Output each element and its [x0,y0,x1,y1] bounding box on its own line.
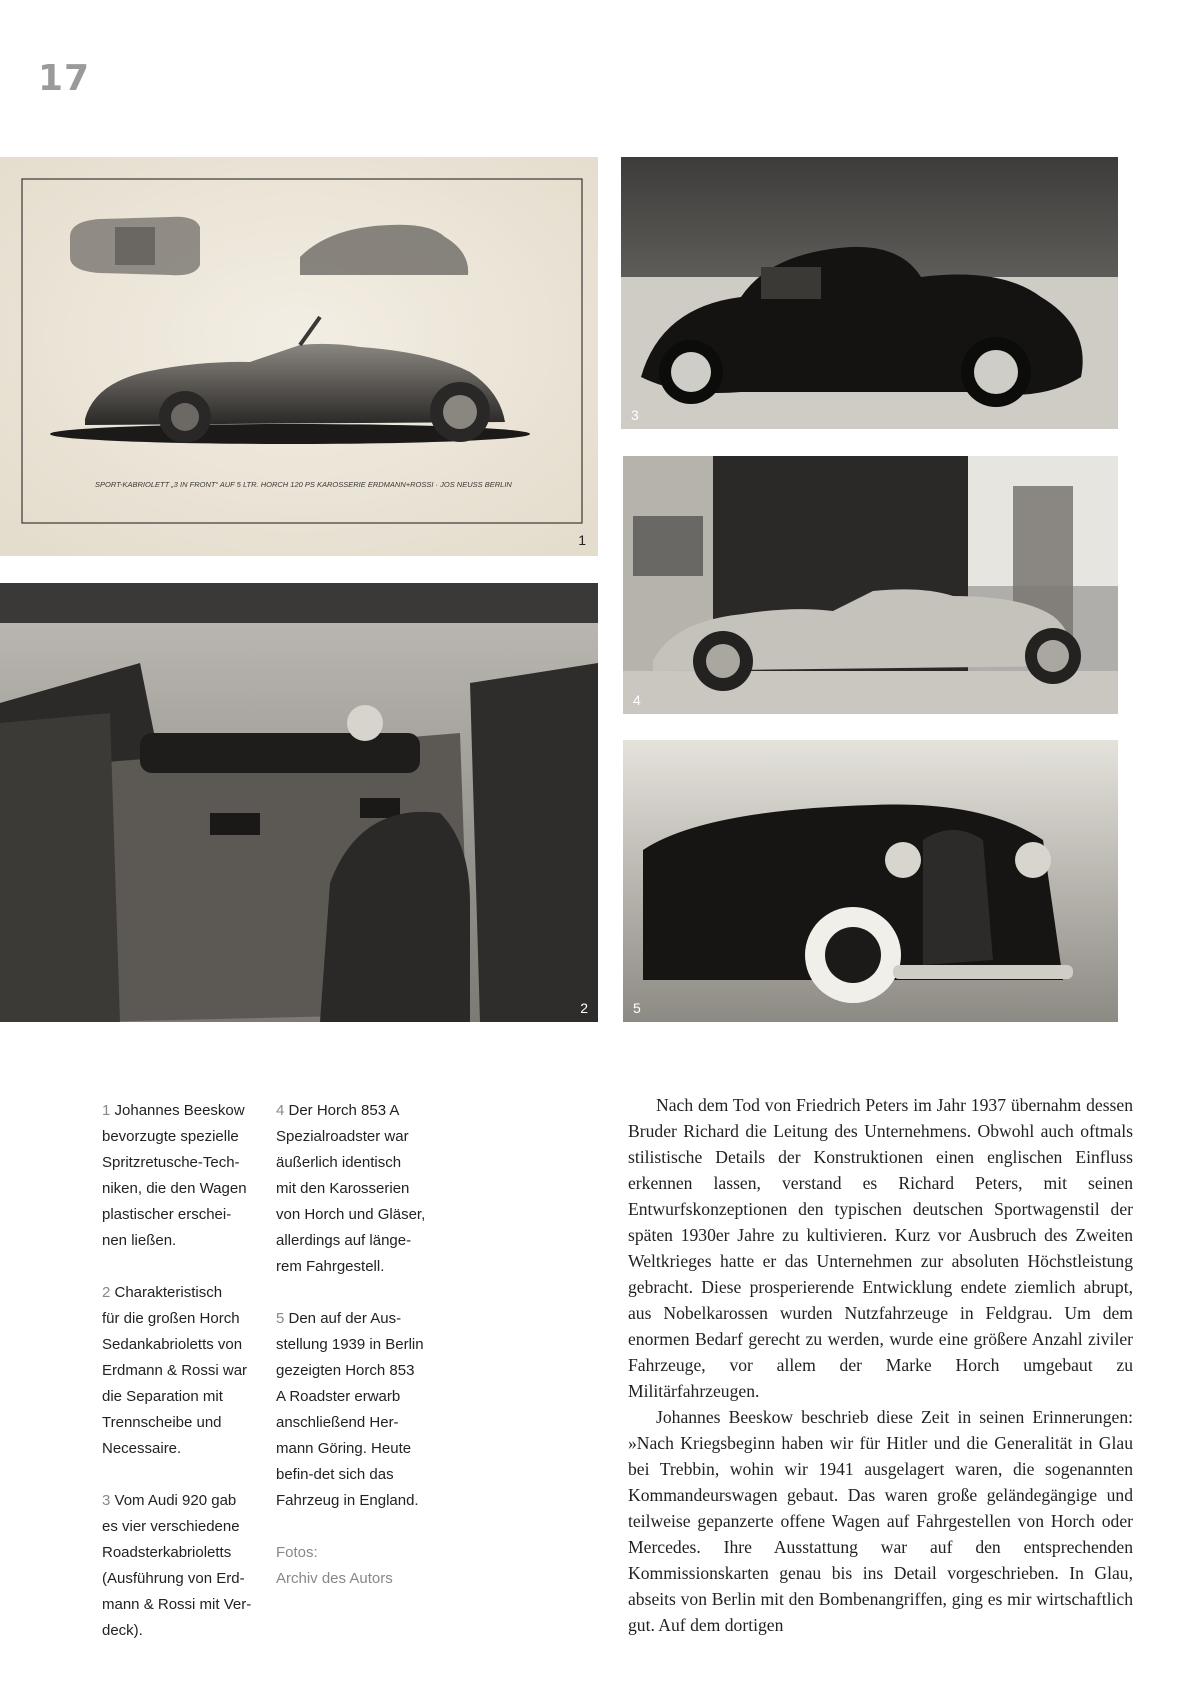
interior-photo [0,583,598,1022]
caption-text: Charakteristisch für die großen Horch Sedankabrioletts von Erdmann & Rossi war die Separation mit Trennscheibe und Necessaire. [102,1284,248,1457]
caption-text: Vom Audi 920 gab es vier verschiedene Roadsterkabrioletts (Ausführung von Erd- mann & Rossi mit Ver- deck). [102,1492,252,1639]
sketch-drawing [0,157,598,556]
page-number: 17 [38,58,91,99]
photo-label-2: 2 [580,1000,588,1016]
photo-label-3: 3 [631,407,639,423]
body-paragraph-2: Johannes Beeskow beschrieb diese Zeit in seinen Erinnerungen: »Nach Kriegsbeginn haben wir für Hitler und die Generalität in Glau bei Trebbin, wohin wir 1941 ausgelagert waren, die sogenannten Kommandeurswagen gebaut. Das waren große geländegängige und teilweise gepanzerte offene Wagen auf Fahrgestellen von Horch oder Mercedes. Ihre Ausstattung war auf den entsprechenden Kommissionskarten genau bis ins Detail vorgeschrieben. In Glau, abseits von Berlin mit den Bombenangriffen, ging es mir wirtschaftlich gut. Auf dem dortigen [628,1407,1133,1635]
photo-4-roadster-light [623,456,1118,714]
caption-text: Johannes Beeskow bevorzugte spezielle Spritzretusche-Tech- niken, die den Wagen plastischer erschei- nen ließen. [102,1102,247,1249]
photo-credits: Fotos: Archiv des Autors [276,1544,393,1587]
body-paragraph-1: Nach dem Tod von Friedrich Peters im Jahr 1937 übernahm dessen Bruder Richard die Leitung des Unternehmens. Obwohl auch oftmals stilistische Details der Konstruktionen einen englischen Einfluss erkennen lassen, verstand es Richard Peters, mit seinen Entwurfskonzeptionen den typischen deutschen Sportwagenstil der späten 1930er Jahre zu kultivieren. Kurz vor Ausbruch des Zweiten Weltkrieges hatte er das Unternehmen zur absoluten Höchstleistung gebracht. Diese prosperierende Entwicklung endete ziemlich abrupt, aus Nobelkarossen wurden Nutzfahrzeuge in Feldgrau. Um dem enormen Bedarf gerecht zu werden, wurde eine größere Anzahl ziviler Fahrzeuge, vor allem der Marke Horch umgebaut zu Militärfahrzeugen. [628,1095,1133,1401]
sketch-caption: SPORT-KABRIOLETT „3 IN FRONT“ AUF 5 LTR. HORCH 120 PS KAROSSERIE ERDMANN+ROSSI · JOS NEUSS BERLIN [95,480,512,489]
photo-label-4: 4 [633,692,641,708]
caption-5 [276,1306,456,1514]
caption-3 [102,1488,262,1644]
photo-5-exhibition [623,740,1118,1022]
photo-label-5: 5 [633,1000,641,1016]
caption-number: 5 [276,1310,285,1327]
caption-2 [102,1280,262,1462]
caption-number: 2 [102,1284,111,1301]
caption-text: Der Horch 853 A Spezialroadster war äußerlich identisch mit den Karosserien von Horch und Gläser, allerdings auf länge- rem Fahrgestell. [276,1102,426,1275]
caption-text: Den auf der Aus- stellung 1939 in Berlin gezeigten Horch 853 A Roadster erwarb anschließend Her- mann Göring. Heute befin-det sich das Fahrzeug in England. [276,1310,424,1509]
caption-4 [276,1098,456,1280]
captions-left-column [102,1098,262,1670]
photo-2-interior [0,583,598,1022]
exhibition-photo [623,740,1118,1022]
roadster-light-photo [623,456,1118,714]
caption-number: 4 [276,1102,285,1119]
photo-1-sketch [0,157,598,556]
caption-1 [102,1098,262,1254]
caption-number: 1 [102,1102,111,1119]
caption-number: 3 [102,1492,111,1509]
article-body [628,1092,1133,1638]
photo-label-1: 1 [578,532,586,548]
roadster-hood-photo [621,157,1118,429]
captions-right-column [276,1098,456,1592]
photo-3-roadster-hood [621,157,1118,429]
